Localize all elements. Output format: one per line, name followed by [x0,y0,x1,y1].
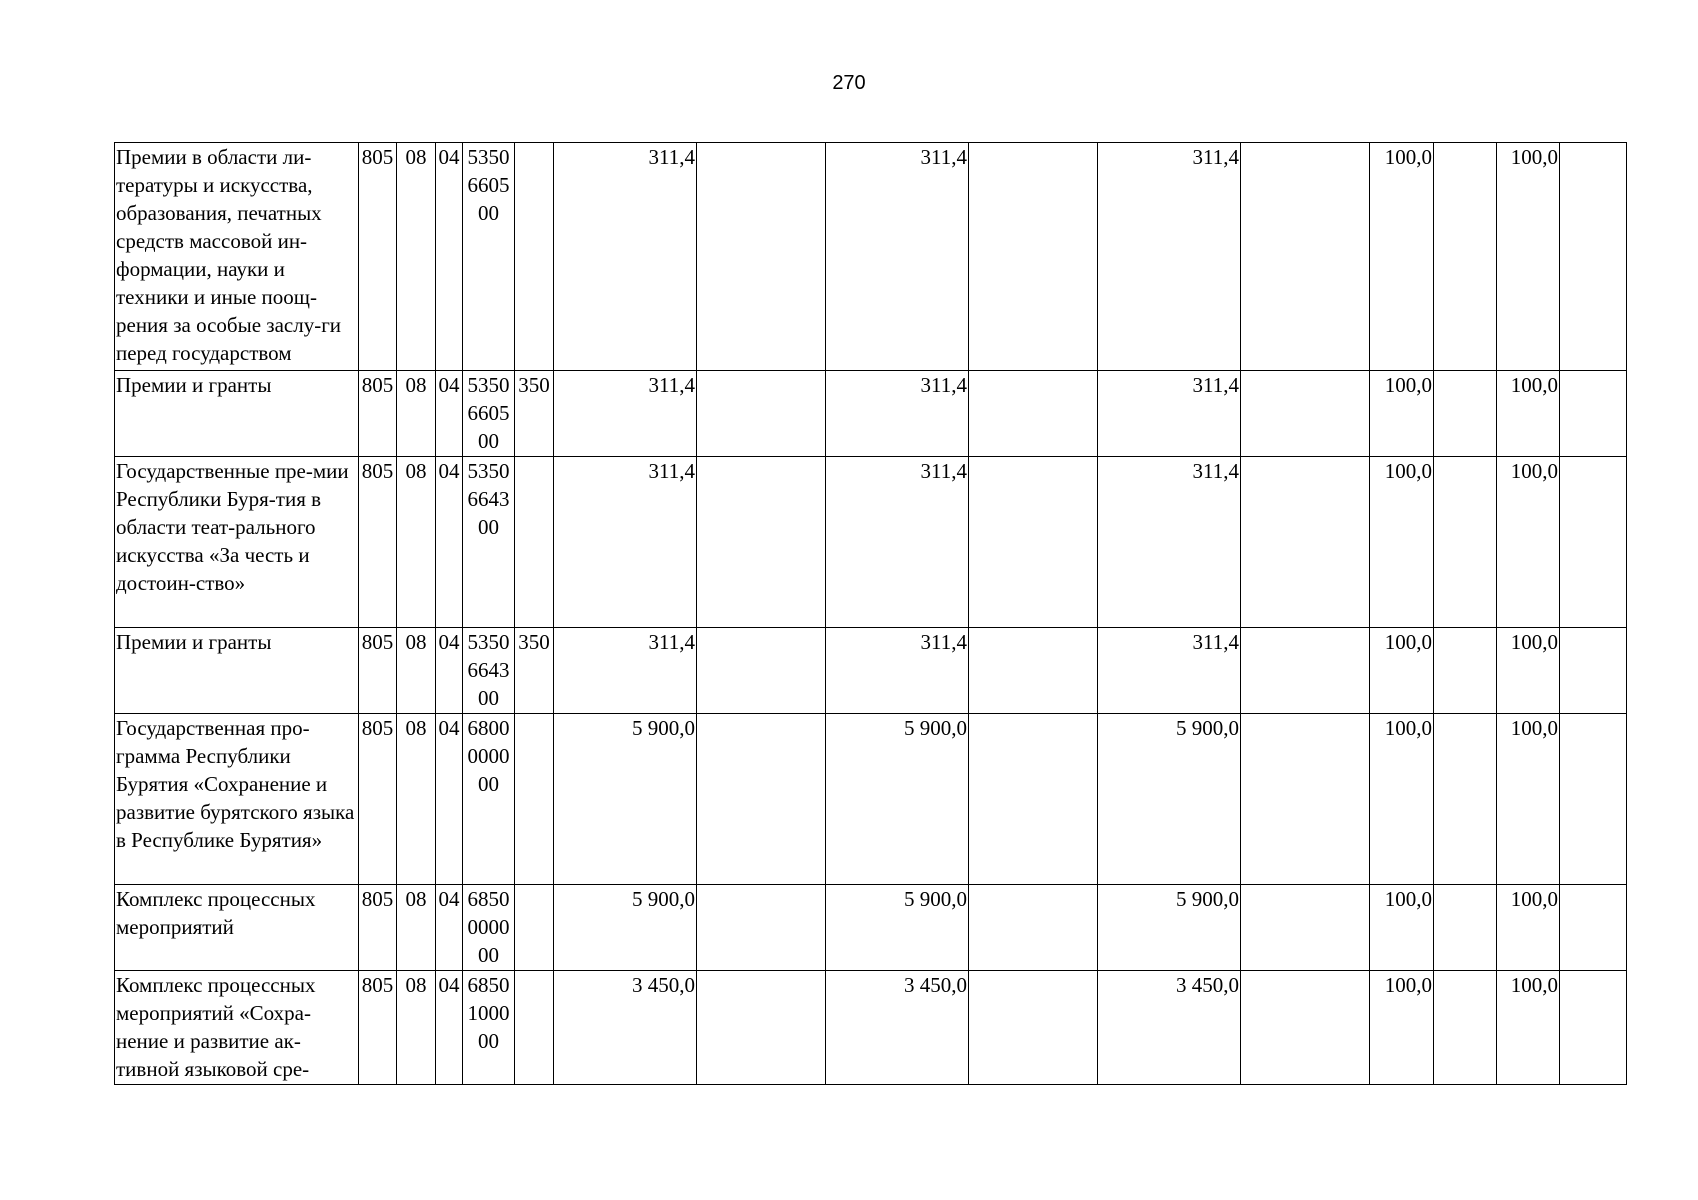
target-article-part-1: 5350 [467,373,510,397]
sum-executed: 5 900,0 [1098,885,1241,971]
row-name: Государственные пре-мии Республики Буря-тия в области теат-рального искусства «За честь и достоин-ство» [115,457,359,628]
spacer-cell [1560,371,1627,457]
spacer-cell [697,628,826,714]
spacer-cell [1434,885,1497,971]
section-code: 08 [397,628,436,714]
spacer-cell [1560,628,1627,714]
spacer-cell [1241,143,1370,371]
spacer-cell [1560,885,1627,971]
ministry-code: 805 [359,714,397,885]
section-code: 08 [397,714,436,885]
spacer-cell [1241,628,1370,714]
expense-type-code [515,714,554,885]
row-name: Государственная про-грамма Республики Бурятия «Сохранение и развитие бурятского языка в Республике Бурятия» [115,714,359,885]
ministry-code: 805 [359,885,397,971]
spacer-cell [1560,457,1627,628]
spacer-cell [1434,143,1497,371]
percent-execution-1: 100,0 [1370,143,1434,371]
percent-execution-1: 100,0 [1370,457,1434,628]
section-code: 08 [397,885,436,971]
sum-approved: 311,4 [554,628,697,714]
sum-executed: 3 450,0 [1098,971,1241,1085]
target-article-part-3: 00 [478,686,499,710]
percent-execution-1: 100,0 [1370,628,1434,714]
sum-refined: 311,4 [826,143,969,371]
table-row [115,457,1627,628]
subsection-code: 04 [436,628,463,714]
sum-refined: 5 900,0 [826,714,969,885]
target-article-code [463,714,515,885]
target-article-part-2: 6643 [467,658,510,682]
percent-execution-2: 100,0 [1497,971,1560,1085]
target-article-part-1: 5350 [467,145,510,169]
target-article-code [463,143,515,371]
ministry-code: 805 [359,628,397,714]
subsection-code: 04 [436,371,463,457]
sum-refined: 3 450,0 [826,971,969,1085]
spacer-cell [697,371,826,457]
row-name: Премии в области ли-тературы и искусства, образования, печатных средств массовой ин-формации, науки и техники и иные поощ-рения за особые заслу-ги перед государством [115,143,359,371]
target-article-part-1: 5350 [467,459,510,483]
table-row [115,885,1627,971]
spacer-cell [969,885,1098,971]
target-article-code [463,371,515,457]
target-article-part-3: 00 [478,1029,499,1053]
sum-approved: 311,4 [554,457,697,628]
spacer-cell [1434,457,1497,628]
spacer-cell [1560,143,1627,371]
sum-executed: 311,4 [1098,143,1241,371]
subsection-code: 04 [436,143,463,371]
spacer-cell [969,371,1098,457]
target-article-part-3: 00 [478,429,499,453]
target-article-part-3: 00 [478,772,499,796]
budget-table [114,142,1627,1085]
spacer-cell [1434,371,1497,457]
table-row [115,628,1627,714]
ministry-code: 805 [359,971,397,1085]
target-article-part-2: 0000 [467,744,510,768]
target-article-part-2: 0000 [467,915,510,939]
expense-type-code: 350 [515,628,554,714]
ministry-code: 805 [359,457,397,628]
table-row [115,143,1627,371]
sum-refined: 311,4 [826,371,969,457]
sum-approved: 5 900,0 [554,714,697,885]
row-name: Премии и гранты [115,371,359,457]
row-name: Комплекс процессных мероприятий «Сохра-нение и развитие ак-тивной языковой сре- [115,971,359,1085]
spacer-cell [697,457,826,628]
percent-execution-2: 100,0 [1497,371,1560,457]
target-article-part-1: 6850 [467,973,510,997]
sum-executed: 311,4 [1098,371,1241,457]
percent-execution-1: 100,0 [1370,714,1434,885]
spacer-cell [1241,714,1370,885]
ministry-code: 805 [359,371,397,457]
percent-execution-2: 100,0 [1497,143,1560,371]
spacer-cell [969,628,1098,714]
sum-approved: 5 900,0 [554,885,697,971]
spacer-cell [1434,628,1497,714]
subsection-code: 04 [436,971,463,1085]
spacer-cell [697,971,826,1085]
percent-execution-2: 100,0 [1497,714,1560,885]
spacer-cell [697,714,826,885]
table-row [115,714,1627,885]
sum-approved: 311,4 [554,143,697,371]
target-article-part-2: 6605 [467,173,510,197]
expense-type-code [515,885,554,971]
spacer-cell [1241,885,1370,971]
spacer-cell [969,143,1098,371]
sum-executed: 5 900,0 [1098,714,1241,885]
target-article-part-1: 6800 [467,716,510,740]
percent-execution-1: 100,0 [1370,371,1434,457]
subsection-code: 04 [436,457,463,628]
spacer-cell [1241,371,1370,457]
spacer-cell [1560,971,1627,1085]
percent-execution-2: 100,0 [1497,457,1560,628]
spacer-cell [697,143,826,371]
sum-refined: 311,4 [826,628,969,714]
target-article-part-3: 00 [478,201,499,225]
subsection-code: 04 [436,714,463,885]
target-article-part-3: 00 [478,515,499,539]
section-code: 08 [397,143,436,371]
spacer-cell [969,971,1098,1085]
target-article-part-2: 1000 [467,1001,510,1025]
sum-executed: 311,4 [1098,457,1241,628]
target-article-code [463,628,515,714]
table-row [115,971,1627,1085]
spacer-cell [969,714,1098,885]
percent-execution-2: 100,0 [1497,885,1560,971]
row-name: Комплекс процессных мероприятий [115,885,359,971]
section-code: 08 [397,457,436,628]
table-row [115,371,1627,457]
spacer-cell [1241,971,1370,1085]
spacer-cell [1560,714,1627,885]
target-article-part-2: 6605 [467,401,510,425]
sum-refined: 311,4 [826,457,969,628]
sum-executed: 311,4 [1098,628,1241,714]
ministry-code: 805 [359,143,397,371]
spacer-cell [697,885,826,971]
expense-type-code [515,457,554,628]
target-article-part-1: 6850 [467,887,510,911]
section-code: 08 [397,371,436,457]
target-article-code [463,971,515,1085]
sum-approved: 3 450,0 [554,971,697,1085]
percent-execution-1: 100,0 [1370,885,1434,971]
target-article-part-3: 00 [478,943,499,967]
subsection-code: 04 [436,885,463,971]
target-article-part-1: 5350 [467,630,510,654]
target-article-part-2: 6643 [467,487,510,511]
spacer-cell [1434,971,1497,1085]
expense-type-code [515,143,554,371]
expense-type-code [515,971,554,1085]
spacer-cell [969,457,1098,628]
target-article-code [463,457,515,628]
sum-refined: 5 900,0 [826,885,969,971]
spacer-cell [1241,457,1370,628]
row-name: Премии и гранты [115,628,359,714]
section-code: 08 [397,971,436,1085]
expense-type-code: 350 [515,371,554,457]
page-number: 270 [832,72,866,94]
percent-execution-1: 100,0 [1370,971,1434,1085]
sum-approved: 311,4 [554,371,697,457]
percent-execution-2: 100,0 [1497,628,1560,714]
target-article-code [463,885,515,971]
spacer-cell [1434,714,1497,885]
